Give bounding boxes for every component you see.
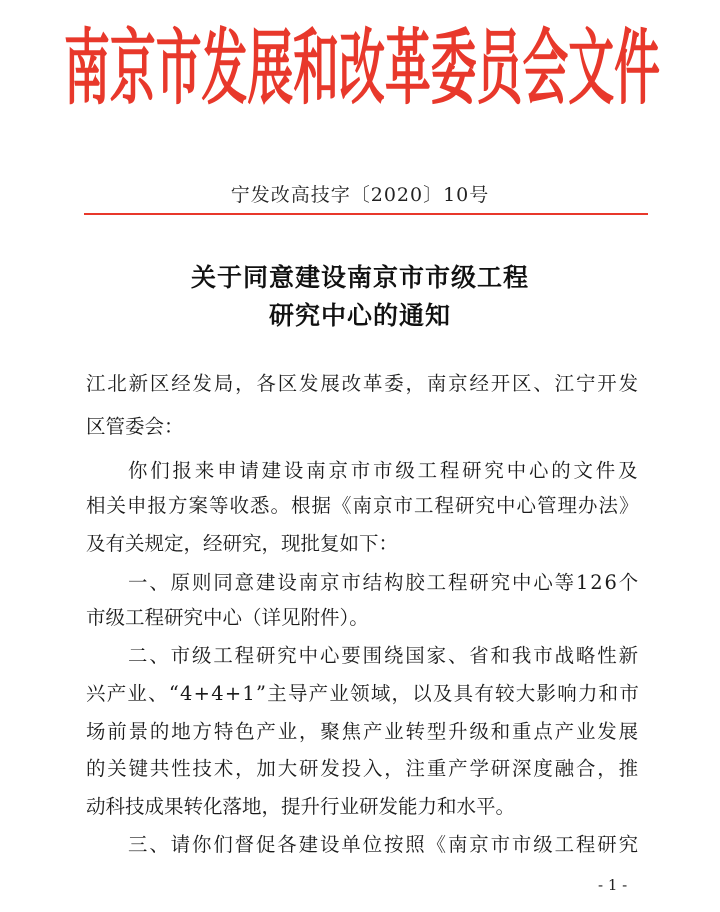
body-line: 场前景的地方特色产业，聚焦产业转型升级和重点产业发展 bbox=[86, 720, 640, 743]
body-line: 二、市级工程研究中心要围绕国家、省和我市战略性新 bbox=[128, 644, 640, 667]
document-number: 宁发改高技字〔2020〕10号 bbox=[230, 184, 490, 206]
page-number: - 1 - bbox=[598, 876, 628, 894]
body-line: 相关申报方案等收悉。根据《南京市工程研究中心管理办法》 bbox=[86, 494, 640, 517]
body-line: 江北新区经发局，各区发展改革委，南京经开区、江宁开发 bbox=[86, 372, 640, 395]
body-line: 及有关规定，经研究，现批复如下： bbox=[86, 532, 399, 555]
body-line: 三、请你们督促各建设单位按照《南京市市级工程研究 bbox=[128, 833, 640, 856]
masthead-title bbox=[62, 14, 662, 114]
masthead-text: 南京市发展和改革委员会文件 bbox=[64, 23, 660, 114]
body-line: 一、原则同意建设南京市结构胶工程研究中心等126个 bbox=[128, 571, 641, 594]
notice-title-line-1: 关于同意建设南京市市级工程 bbox=[190, 263, 529, 292]
body-line: 市级工程研究中心（详见附件）。 bbox=[86, 606, 369, 629]
body-line: 你们报来申请建设南京市市级工程研究中心的文件及 bbox=[128, 459, 641, 482]
notice-title-line-2: 研究中心的通知 bbox=[268, 301, 451, 330]
body-line: 区管委会： bbox=[86, 415, 184, 438]
body-line: 的关键共性技术，加大研发投入，注重产学研深度融合，推 bbox=[86, 757, 640, 780]
red-divider-line bbox=[84, 213, 648, 215]
body-line: 动科技成果转化落地，提升行业研发能力和水平。 bbox=[86, 795, 516, 818]
body-line: 兴产业、“4+4+1”主导产业领域，以及具有较大影响力和市 bbox=[86, 682, 641, 705]
